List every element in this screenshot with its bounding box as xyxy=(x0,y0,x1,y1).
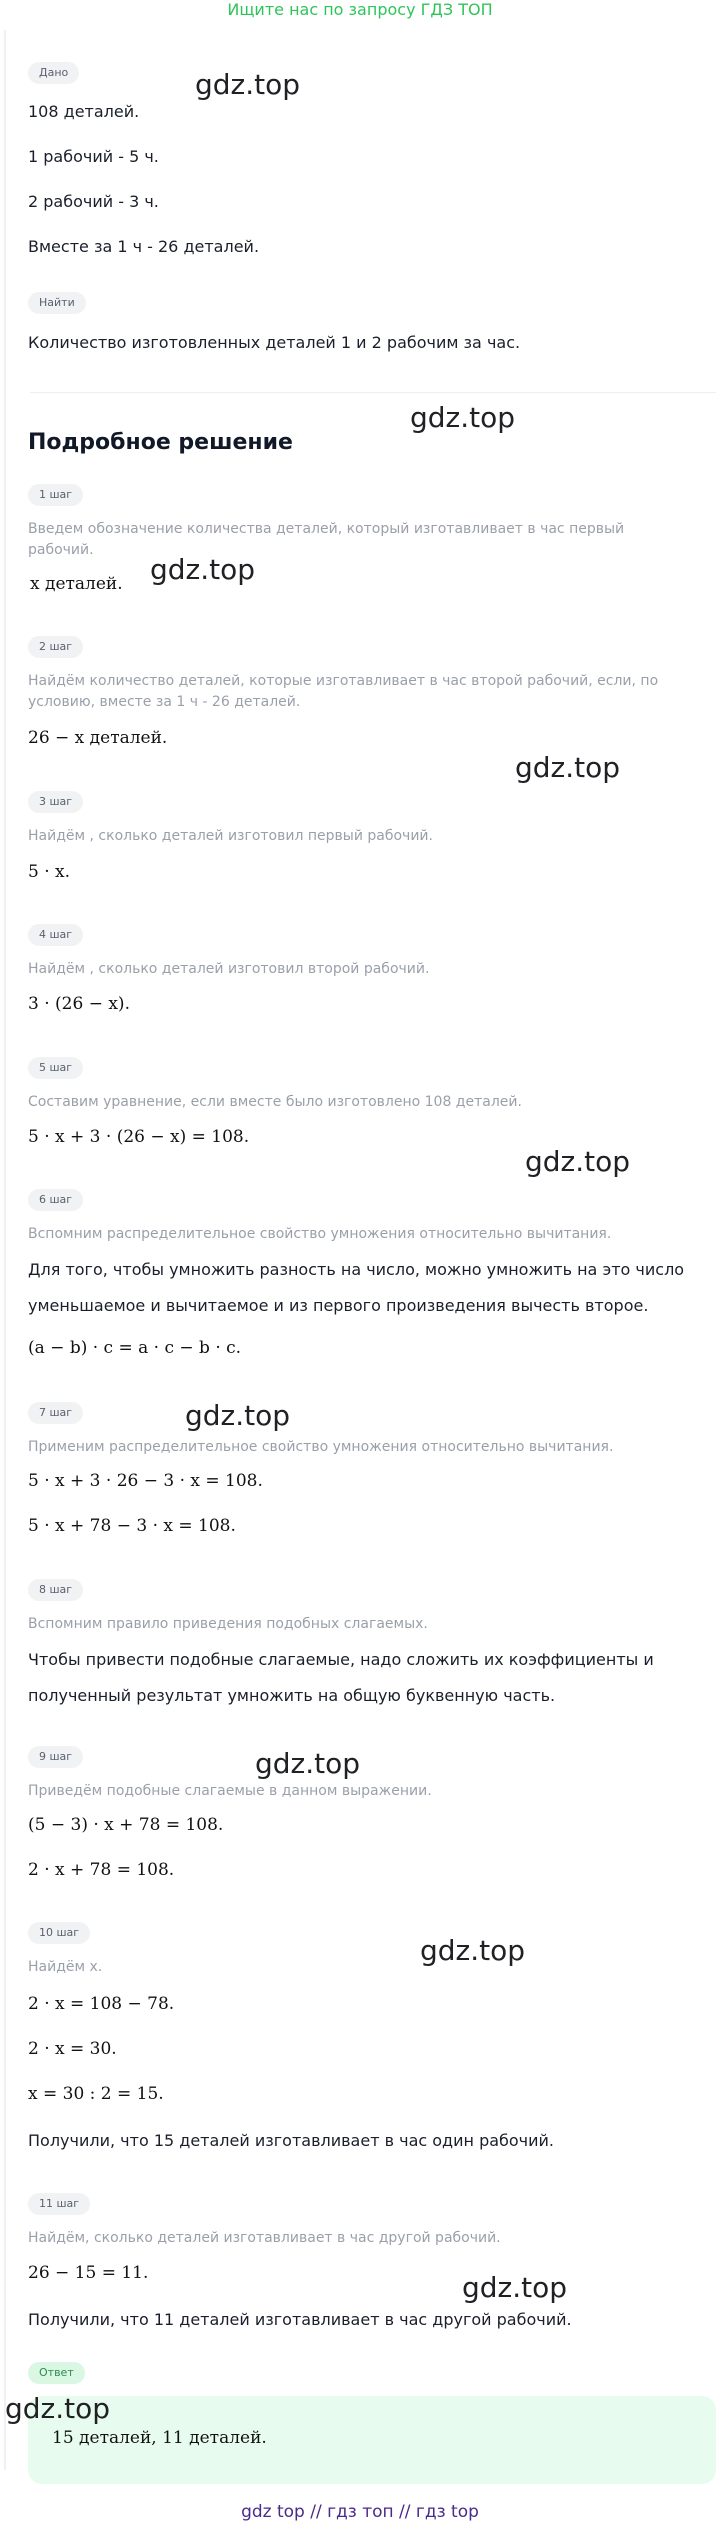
step-badge: 4 шаг xyxy=(28,924,83,946)
step-formula: (a − b) · c = a · c − b · c. xyxy=(28,1338,242,1358)
step-description: условию, вместе за 1 ч - 26 деталей. xyxy=(28,694,301,710)
step-description: Составим уравнение, если вместе было изготовлено 108 деталей. xyxy=(28,1094,522,1110)
step-badge: 3 шаг xyxy=(28,791,83,813)
step-badge: 8 шаг xyxy=(28,1579,83,1601)
rule-text: уменьшаемое и вычитаемое и из первого произведения вычесть второе. xyxy=(28,1296,649,1315)
step-badge: 2 шаг xyxy=(28,636,83,658)
watermark: gdz.top xyxy=(150,553,256,586)
step-formula: 2 · x = 30. xyxy=(28,2039,117,2059)
watermark: gdz.top xyxy=(462,2271,568,2304)
watermark: gdz.top xyxy=(515,751,621,784)
step-formula: x = 30 : 2 = 15. xyxy=(28,2084,164,2104)
conclusion-text: Получили, что 15 деталей изготавливает в час один рабочий. xyxy=(28,2131,555,2150)
step-formula: 5 · x + 3 · (26 − x) = 108. xyxy=(28,1127,250,1147)
watermark: gdz.top xyxy=(255,1747,361,1780)
given-line: Вместе за 1 ч - 26 деталей. xyxy=(28,237,260,256)
step-badge: 11 шаг xyxy=(28,2193,90,2215)
step-description: Применим распределительное свойство умножения относительно вычитания. xyxy=(28,1439,614,1455)
step-formula: 5 · x + 78 − 3 · x = 108. xyxy=(28,1516,236,1536)
step-description: Вспомним правило приведения подобных слагаемых. xyxy=(28,1616,428,1632)
rule-text: Для того, чтобы умножить разность на число, можно умножить на это число xyxy=(28,1260,685,1279)
step-description: Вспомним распределительное свойство умножения относительно вычитания. xyxy=(28,1226,612,1242)
step-description: Найдём, сколько деталей изготавливает в час другой рабочий. xyxy=(28,2230,501,2246)
watermark: gdz.top xyxy=(420,1934,526,1967)
step-description: Приведём подобные слагаемые в данном выражении. xyxy=(28,1783,432,1799)
step-formula: 5 · x. xyxy=(28,862,71,882)
given-line: 1 рабочий - 5 ч. xyxy=(28,147,159,166)
section-divider xyxy=(30,392,716,393)
find-text: Количество изготовленных деталей 1 и 2 рабочим за час. xyxy=(28,333,521,352)
step-description: рабочий. xyxy=(28,542,94,558)
conclusion-text: Получили, что 11 деталей изготавливает в час другой рабочий. xyxy=(28,2310,572,2329)
step-description: Найдём , сколько деталей изготовил первый рабочий. xyxy=(28,828,433,844)
step-formula: 26 − x деталей. xyxy=(28,728,168,748)
answer-badge: Ответ xyxy=(28,2362,85,2384)
footer-links[interactable]: gdz top // гдз топ // гдз top xyxy=(241,2502,479,2522)
rule-text: Чтобы привести подобные слагаемые, надо сложить их коэффициенты и xyxy=(28,1650,654,1669)
step-formula: 26 − 15 = 11. xyxy=(28,2263,149,2283)
watermark: gdz.top xyxy=(5,2392,111,2425)
find-badge: Найти xyxy=(28,292,86,314)
step-badge: 5 шаг xyxy=(28,1057,83,1079)
given-badge: Дано xyxy=(28,62,79,84)
step-formula: 2 · x + 78 = 108. xyxy=(28,1860,175,1880)
given-line: 108 деталей. xyxy=(28,102,140,121)
watermark: gdz.top xyxy=(525,1145,631,1178)
step-description: Найдём количество деталей, которые изготавливает в час второй рабочий, если, по xyxy=(28,673,659,689)
step-formula: (5 − 3) · x + 78 = 108. xyxy=(28,1815,224,1835)
solution-title: Подробное решение xyxy=(28,430,293,455)
step-badge: 7 шаг xyxy=(28,1402,83,1424)
step-badge: 10 шаг xyxy=(28,1922,90,1944)
watermark: gdz.top xyxy=(410,401,516,434)
step-description: Найдём x. xyxy=(28,1959,103,1975)
step-badge: 9 шаг xyxy=(28,1746,83,1768)
step-description: Найдём , сколько деталей изготовил второй рабочий. xyxy=(28,961,430,977)
answer-text: 15 деталей, 11 деталей. xyxy=(52,2428,267,2448)
step-badge: 1 шаг xyxy=(28,484,83,506)
step-formula: 3 · (26 − x). xyxy=(28,994,130,1014)
rule-text: полученный результат умножить на общую буквенную часть. xyxy=(28,1686,556,1705)
given-line: 2 рабочий - 3 ч. xyxy=(28,192,159,211)
watermark: gdz.top xyxy=(185,1399,291,1432)
step-formula: 2 · x = 108 − 78. xyxy=(28,1994,175,2014)
left-border xyxy=(4,30,6,2470)
step-formula: 5 · x + 3 · 26 − 3 · x = 108. xyxy=(28,1471,263,1491)
step-badge: 6 шаг xyxy=(28,1189,83,1211)
step-description: Введем обозначение количества деталей, который изготавливает в час первый xyxy=(28,521,625,537)
watermark: gdz.top xyxy=(195,68,301,101)
step-formula: x деталей. xyxy=(30,574,123,594)
search-banner[interactable]: Ищите нас по запросу ГДЗ ТОП xyxy=(227,0,493,19)
